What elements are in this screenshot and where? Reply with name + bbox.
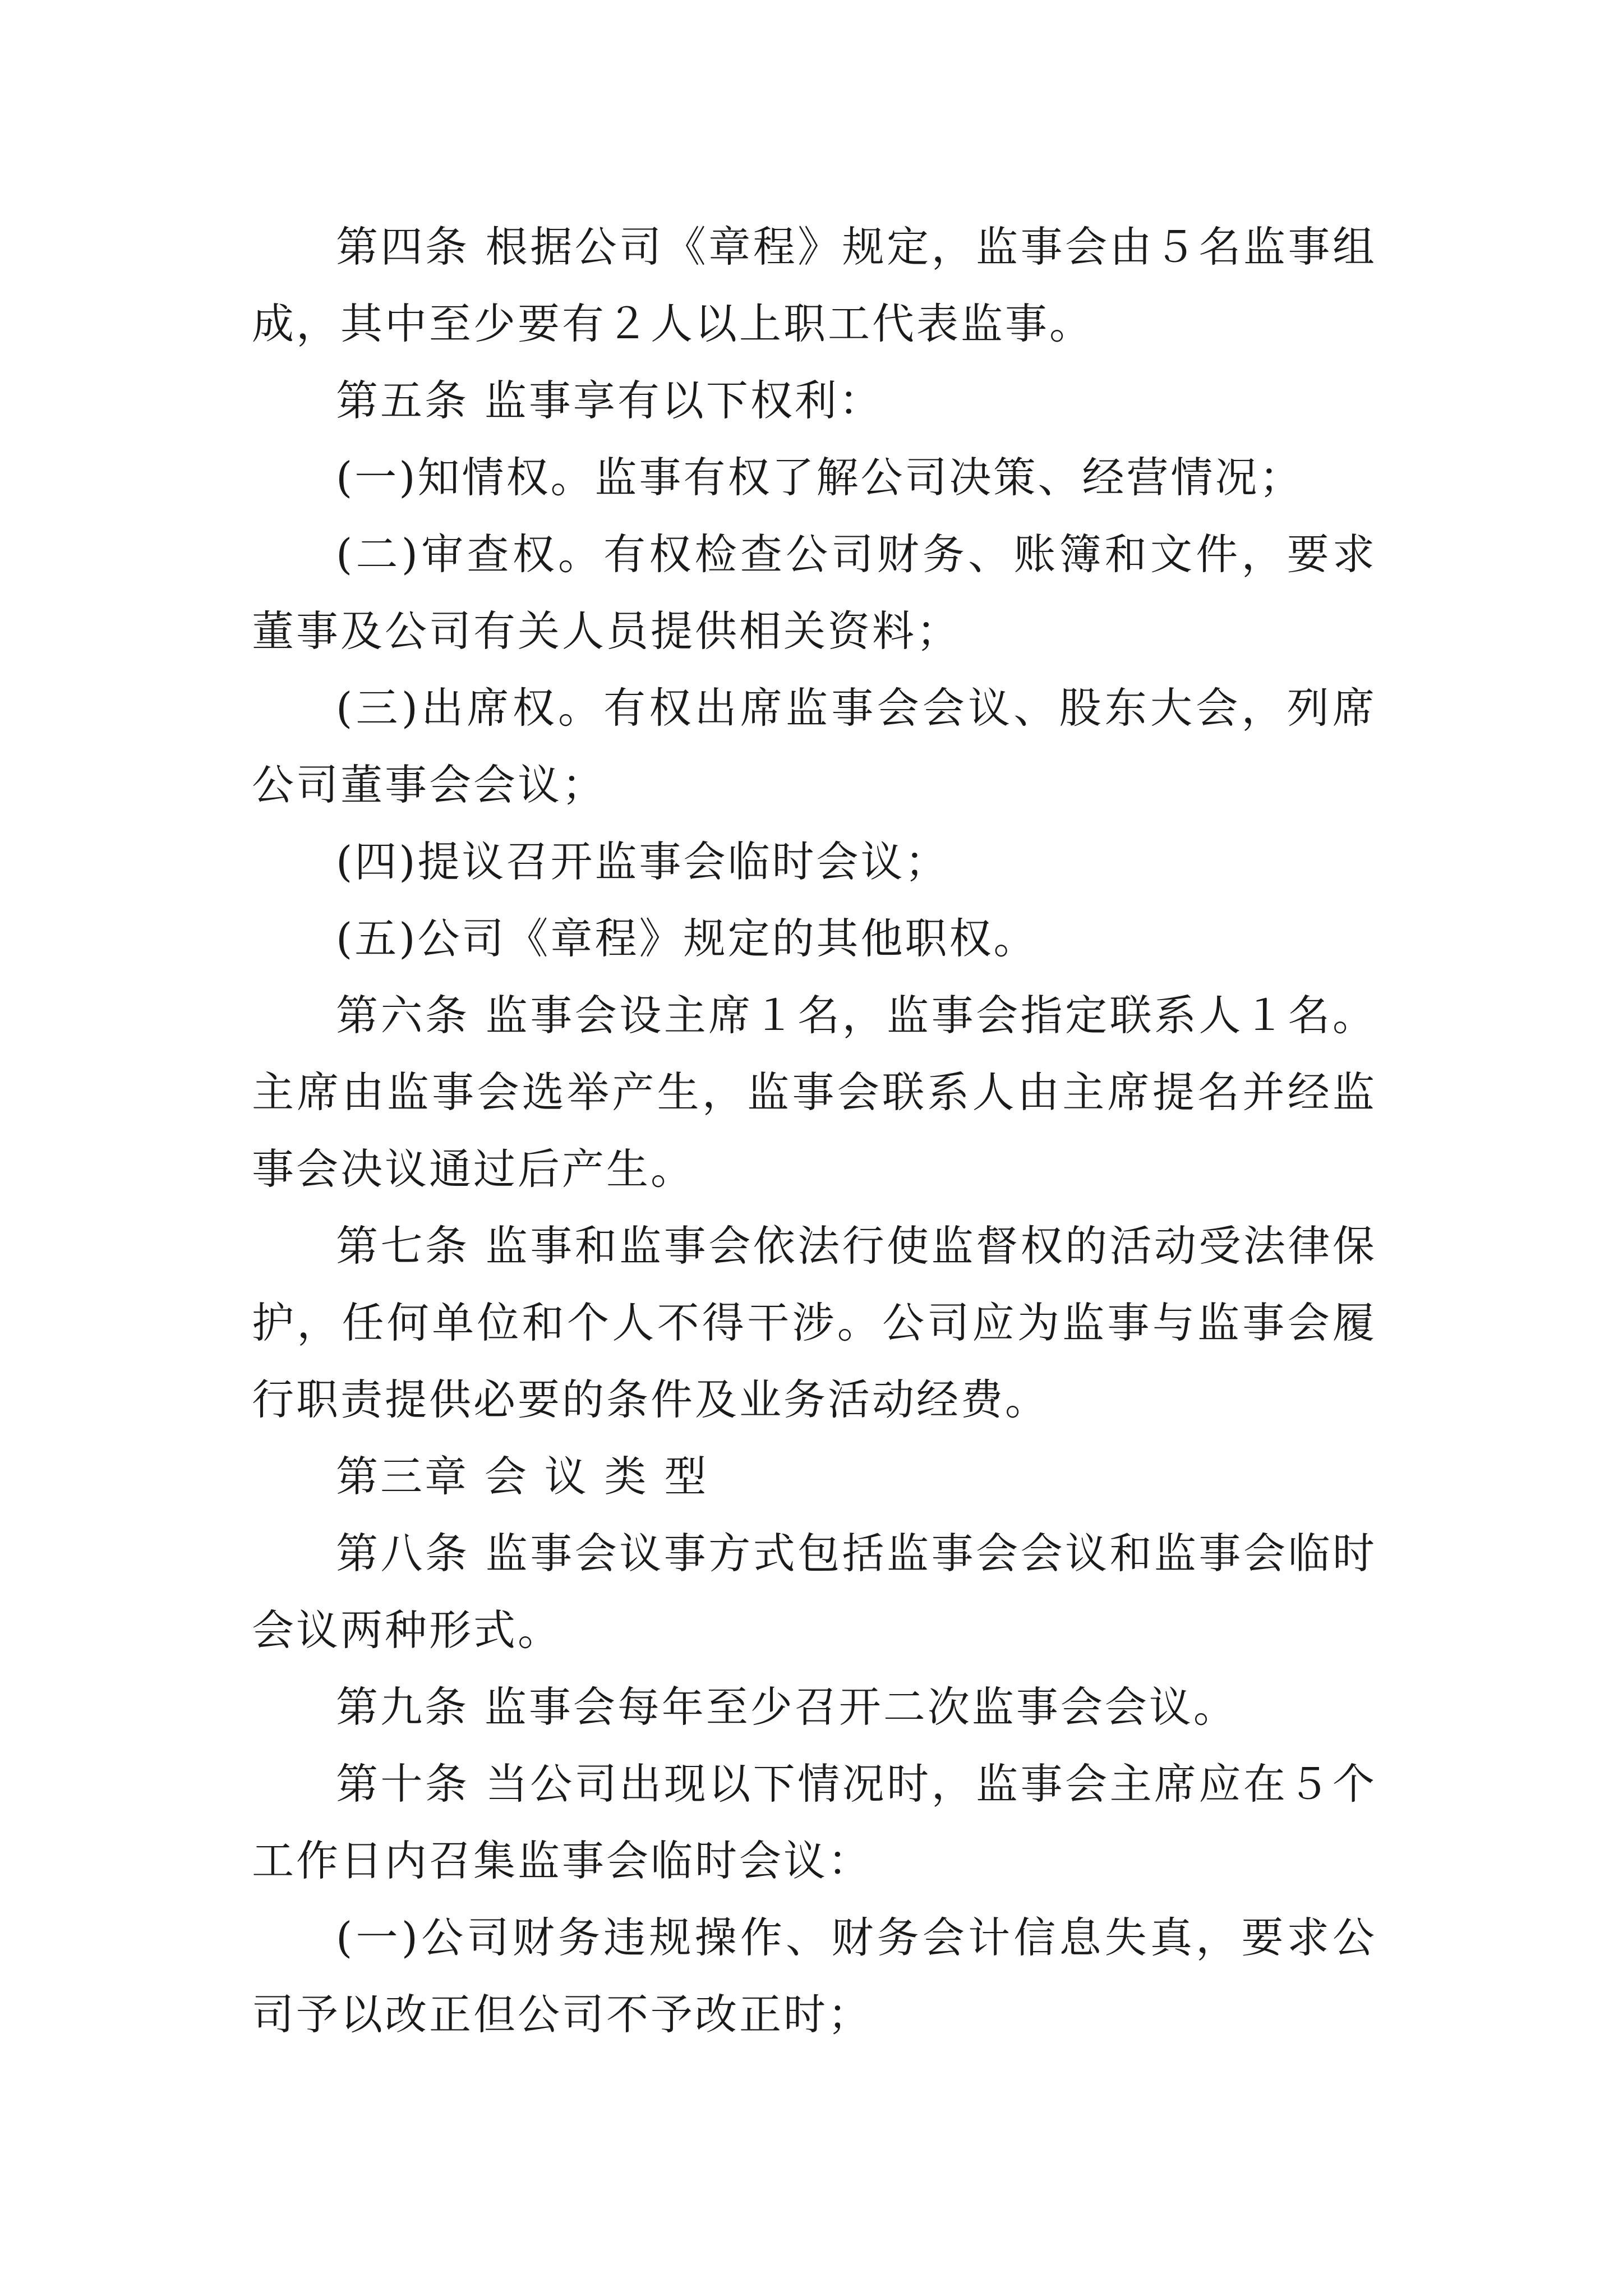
financial-violation-item: (一)公司财务违规操作、财务会计信息失真，要求公司予以改正但公司不予改正时； — [252, 1913, 1377, 2039]
article-7-paragraph: 第七条 监事和监事会依法行使监督权的活动受法律保护，任何单位和个人不得干涉。公司应为监事与监事会履行职责提供必要的条件及业务活动经费。 — [252, 1221, 1377, 1424]
other-powers-item: (五)公司《章程》规定的其他职权。 — [336, 914, 1038, 963]
article-4-paragraph: 第四条 根据公司《章程》规定，监事会由５名监事组成，其中至少要有２人以上职工代表监事。 — [252, 222, 1377, 348]
article-8-paragraph: 第八条 监事会议事方式包括监事会会议和监事会临时会议两种形式。 — [252, 1529, 1377, 1655]
right-to-review-item: (二)审查权。有权检查公司财务、账簿和文件，要求董事及公司有关人员提供相关资料； — [252, 530, 1377, 656]
chapter-3-heading: 第三章 会 议 类 型 — [336, 1452, 709, 1501]
right-to-attend-item: (三)出席权。有权出席监事会会议、股东大会，列席公司董事会会议； — [252, 683, 1377, 809]
article-9-paragraph: 第九条 监事会每年至少召开二次监事会会议。 — [336, 1682, 1238, 1732]
right-to-know-item: (一)知情权。监事有权了解公司决策、经营情况； — [336, 453, 1304, 502]
article-6-paragraph: 第六条 监事会设主席１名，监事会指定联系人１名。主席由监事会选举产生，监事会联系人由主席提名并经监事会决议通过后产生。 — [252, 991, 1377, 1194]
article-10-paragraph: 第十条 当公司出现以下情况时，监事会主席应在５个工作日内召集监事会临时会议： — [252, 1759, 1377, 1885]
document-body — [252, 209, 1377, 2053]
article-5-paragraph: 第五条 监事享有以下权利： — [336, 376, 883, 425]
propose-meeting-item: (四)提议召开监事会临时会议； — [336, 837, 949, 886]
